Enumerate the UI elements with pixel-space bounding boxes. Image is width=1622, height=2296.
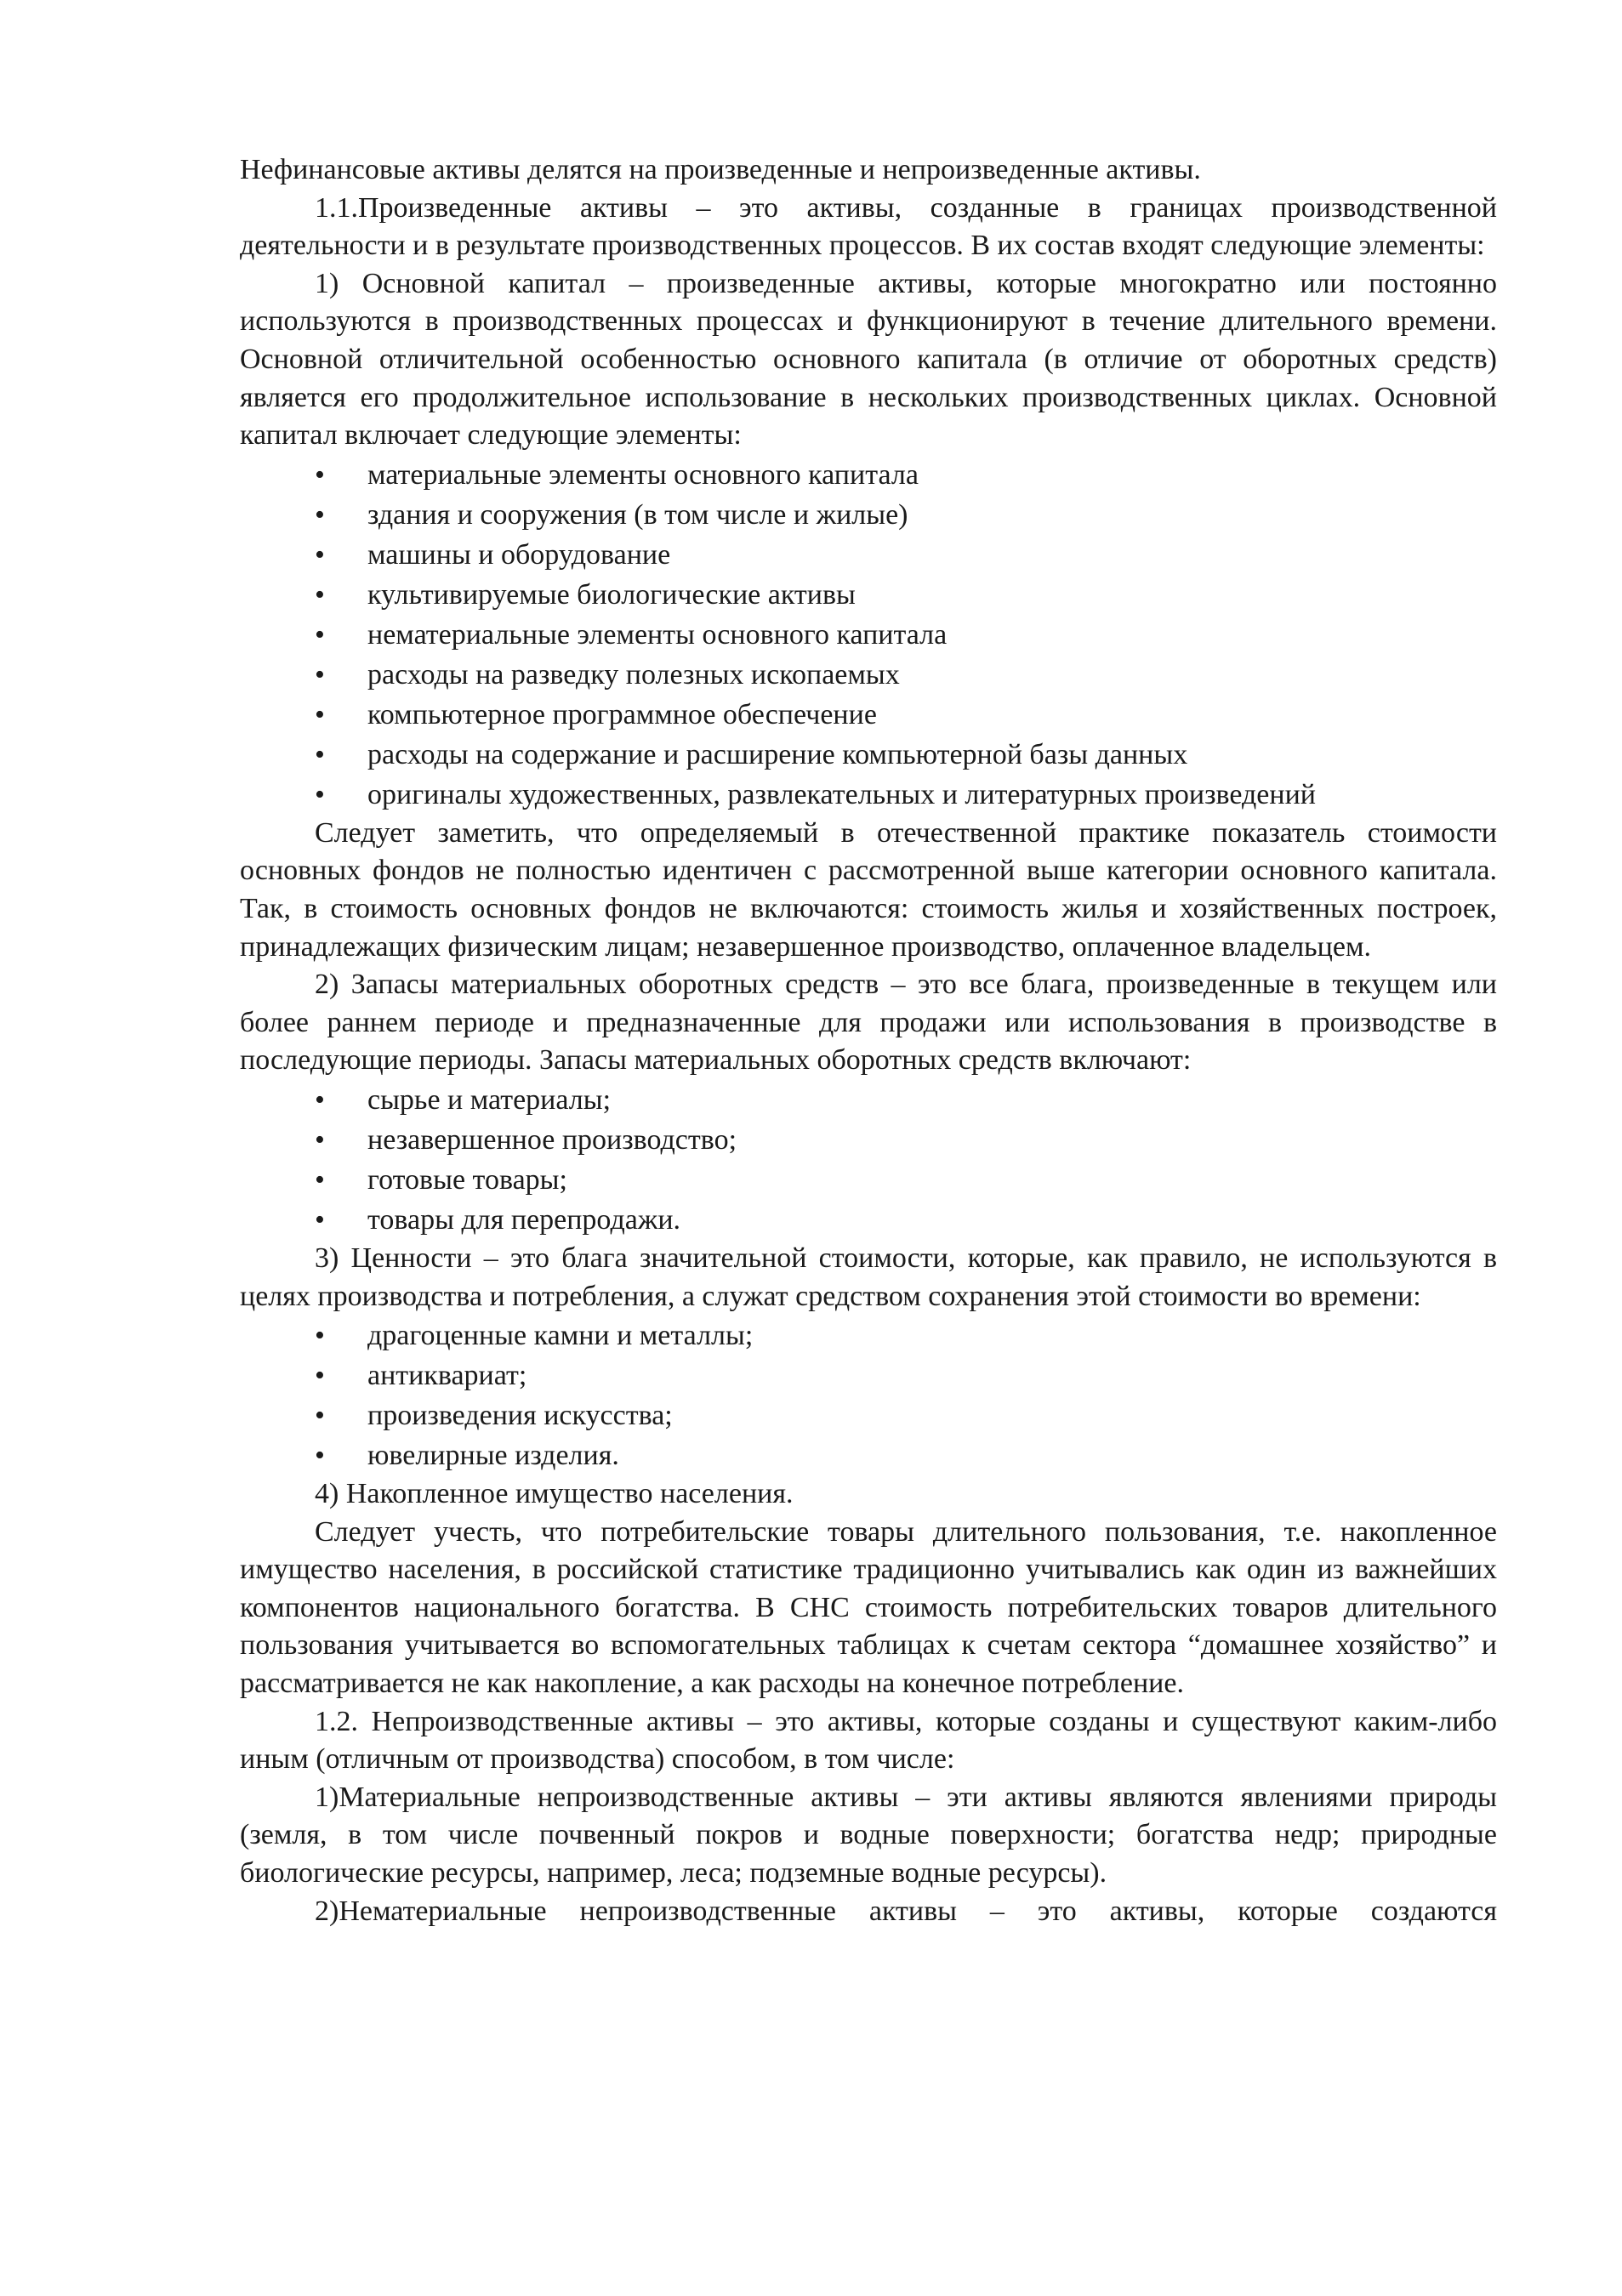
paragraph-note-household: Следует учесть, что потребительские товары длительного пользования, т.е. накопленное имущество населения, в российской статистике традиционно учитывались как один из важнейших компонентов национального богатства. В СНС стоимость потребительских товаров длительного пользования учитывается во вспомогательных таблицах к счетам сектора “домашнее хозяйство” и рассматривается не как накопление, а как расходы на конечное потребление. bbox=[240, 1515, 1497, 1700]
bullet-icon: • bbox=[315, 578, 325, 611]
bullet-icon: • bbox=[315, 538, 325, 571]
list-item: • сырье и материалы; bbox=[240, 1080, 1497, 1120]
list-item: • драгоценные камни и металлы; bbox=[240, 1316, 1497, 1355]
bullet-icon: • bbox=[315, 1360, 325, 1392]
bullet-icon: • bbox=[315, 658, 325, 691]
list-item: • товары для перепродажи. bbox=[240, 1200, 1497, 1240]
bullet-icon: • bbox=[315, 1400, 325, 1432]
paragraph-intro: Нефинансовые активы делятся на произведенные и непроизведенные активы. bbox=[240, 154, 1201, 185]
list-item: • компьютерное программное обеспечение bbox=[240, 695, 1497, 735]
list-item: • материальные элементы основного капитала bbox=[240, 455, 1497, 495]
bullet-icon: • bbox=[315, 738, 325, 770]
list-item: • здания и сооружения (в том числе и жилые) bbox=[240, 495, 1497, 535]
bullet-icon: • bbox=[315, 1203, 325, 1236]
valuables-list bbox=[240, 1316, 1497, 1475]
bullet-icon: • bbox=[315, 778, 325, 810]
list-item: • расходы на содержание и расширение компьютерной базы данных bbox=[240, 735, 1497, 775]
list-item: • антиквариат; bbox=[240, 1355, 1497, 1395]
fixed-capital-list bbox=[240, 455, 1497, 815]
bullet-icon: • bbox=[315, 1440, 325, 1472]
list-item: • незавершенное производство; bbox=[240, 1120, 1497, 1160]
bullet-icon: • bbox=[315, 1163, 325, 1196]
paragraph-valuables: 3) Ценности – это блага значительной стоимости, которые, как правило, не используются в целях производства и потребления, а служат средством сохранения этой стоимости во времени: bbox=[240, 1242, 1497, 1312]
list-item: • готовые товары; bbox=[240, 1160, 1497, 1200]
paragraph-produced-assets: 1.1.Произведенные активы – это активы, созданные в границах производственной деятельности и в результате производственных процессов. В их состав входят следующие элементы: bbox=[240, 191, 1497, 262]
paragraph-household-property: 4) Накопленное имущество населения. bbox=[315, 1478, 794, 1510]
bullet-icon: • bbox=[315, 698, 325, 730]
list-item: • нематериальные элементы основного капитала bbox=[240, 615, 1497, 655]
list-item: • машины и оборудование bbox=[240, 535, 1497, 575]
list-item: • ювелирные изделия. bbox=[240, 1435, 1497, 1475]
paragraph-tangible-non-produced: 1)Материальные непроизводственные активы – эти активы являются явлениями природы (земля, в том числе почвенный покров и водные поверхности; богатства недр; природные биологические ресурсы, например, леса; подземные водные ресурсы). bbox=[240, 1781, 1497, 1890]
list-item: • культивируемые биологические активы bbox=[240, 575, 1497, 615]
bullet-icon: • bbox=[315, 1083, 325, 1116]
bullet-icon: • bbox=[315, 1123, 325, 1156]
bullet-icon: • bbox=[315, 458, 325, 491]
paragraph-note-fixed-funds: Следует заметить, что определяемый в отечественной практике показатель стоимости основных фондов не полностью идентичен с рассмотренной выше категории основного капитала. Так, в стоимость основных фондов не включаются: стоимость жилья и хозяйственных построек, принадлежащих физическим лицам; незавершенное производство, оплаченное владельцем. bbox=[240, 816, 1497, 963]
paragraph-fixed-capital: 1) Основной капитал – произведенные активы, которые многократно или постоянно используются в производственных процессах и функционируют в течение длительного времени. Основной отличительной особенностью основного капитала (в отличие от оборотных средств) является его продолжительное использование в нескольких производственных циклах. Основной капитал включает следующие элементы: bbox=[240, 267, 1497, 452]
list-item: • расходы на разведку полезных ископаемых bbox=[240, 655, 1497, 695]
list-item: • оригиналы художественных, развлекательных и литературных произведений bbox=[240, 775, 1497, 815]
bullet-icon: • bbox=[315, 498, 325, 531]
list-item: • произведения искусства; bbox=[240, 1395, 1497, 1435]
paragraph-non-produced-assets: 1.2. Непроизводственные активы – это активы, которые созданы и существуют каким-либо иным (отличным от производства) способом, в том числе: bbox=[240, 1705, 1497, 1776]
bullet-icon: • bbox=[315, 1320, 325, 1352]
paragraph-intangible-non-produced: 2)Нематериальные непроизводственные активы – это активы, которые создаются bbox=[315, 1895, 1497, 1927]
document-page bbox=[240, 151, 1497, 1930]
inventories-list bbox=[240, 1080, 1497, 1240]
paragraph-inventories: 2) Запасы материальных оборотных средств – это все блага, произведенные в текущем или более раннем периоде и предназначенные для продажи или использования в производстве в последующие периоды. Запасы материальных оборотных средств включают: bbox=[240, 969, 1497, 1077]
bullet-icon: • bbox=[315, 618, 325, 651]
